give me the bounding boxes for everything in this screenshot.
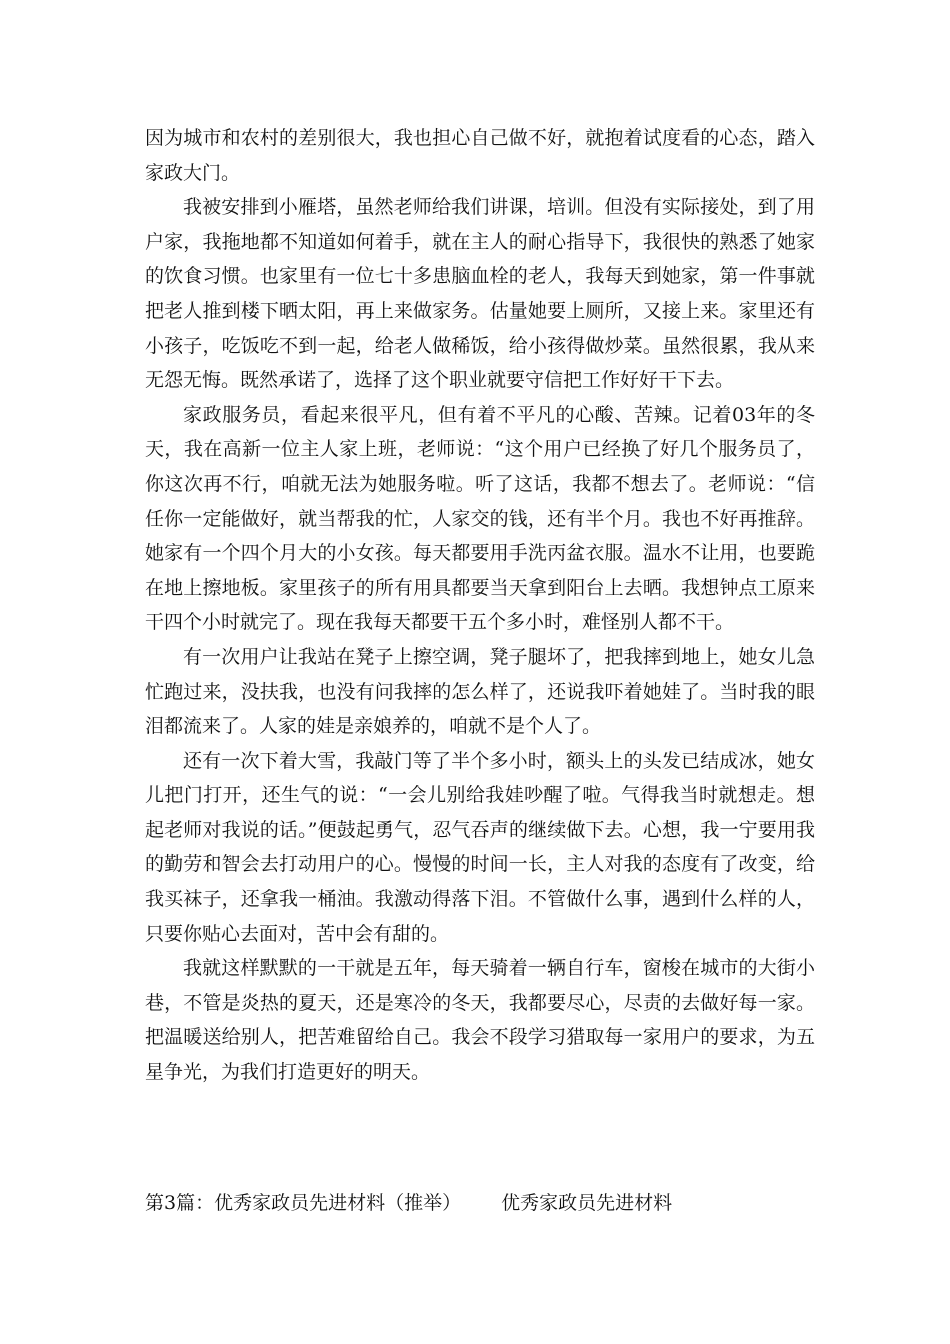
paragraph: 有一次用户让我站在凳子上擦空调，凳子腿坏了，把我摔到地上，她女儿急忙跑过来，没扶我，也没有问我摔的怎么样了，还说我吓着她娃了。当时我的眼泪都流来了。人家的娃是亲娘养的，咱就不是个人了。 (145, 645, 815, 738)
heading-title: 第3篇：优秀家政员先进材料（推举） (145, 1192, 462, 1214)
paragraph: 我被安排到小雁塔，虽然老师给我们讲课，培训。但没有实际接处，到了用户家，我拖地都不知道如何着手，就在主人的耐心指导下，我很快的熟悉了她家的饮食习惯。也家里有一位七十多患脑血栓的老人，我每天到她家，第一件事就把老人推到楼下晒太阳，再上来做家务。估量她要上厕所，又接上来。家里还有小孩子，吃饭吃不到一起，给老人做稀饭，给小孩得做炒菜。虽然很累，我从来无怨无悔。既然承诺了，选择了这个职业就要守信把工作好好干下去。 (145, 196, 815, 392)
paragraph: 我就这样默默的一干就是五年，每天骑着一辆自行车，窗梭在城市的大街小巷，不管是炎热的夏天，还是寒冷的冬天，我都要尽心，尽责的去做好每一家。把温暖送给别人，把苦难留给自己。我会不段学习猎取每一家用户的要求，为五星争光，为我们打造更好的明天。 (145, 957, 815, 1084)
body-text (145, 121, 815, 1090)
paragraph: 还有一次下着大雪，我敲门等了半个多小时，额头上的头发已结成冰，她女儿把门打开，还生气的说：“一会儿别给我娃吵醒了啦。气得我当时就想走。想起老师对我说的话。”便鼓起勇气，忍气吞声的继续做下去。心想，我一宁要用我的勤劳和智会去打动用户的心。慢慢的时间一长，主人对我的态度有了改变，给我买袜子，还拿我一桶油。我激动得落下泪。不管做什么事，遇到什么样的人，只要你贴心去面对，苦中会有甜的。 (145, 749, 815, 945)
heading-subtitle: 优秀家政员先进材料 (501, 1192, 673, 1214)
paragraph: 因为城市和农村的差别很大，我也担心自己做不好，就抱着试度看的心态，踏入家政大门。 (145, 127, 815, 184)
paragraph: 家政服务员，看起来很平凡，但有着不平凡的心酸、苦辣。记着03年的冬天，我在高新一位主人家上班，老师说：“这个用户已经换了好几个服务员了，你这次再不行，咱就无法为她服务啦。听了这话，我都不想去了。老师说：“信任你一定能做好，就当帮我的忙，人家交的钱，还有半个月。我也不好再推辞。她家有一个四个月大的小女孩。每天都要用手洗丙盆衣服。温水不让用，也要跪在地上擦地板。家里孩子的所有用具都要当天拿到阳台上去晒。我想钟点工原来干四个小时就完了。现在我每天都要干五个多小时，难怪别人都不干。 (145, 403, 815, 634)
section-heading (145, 1186, 815, 1220)
